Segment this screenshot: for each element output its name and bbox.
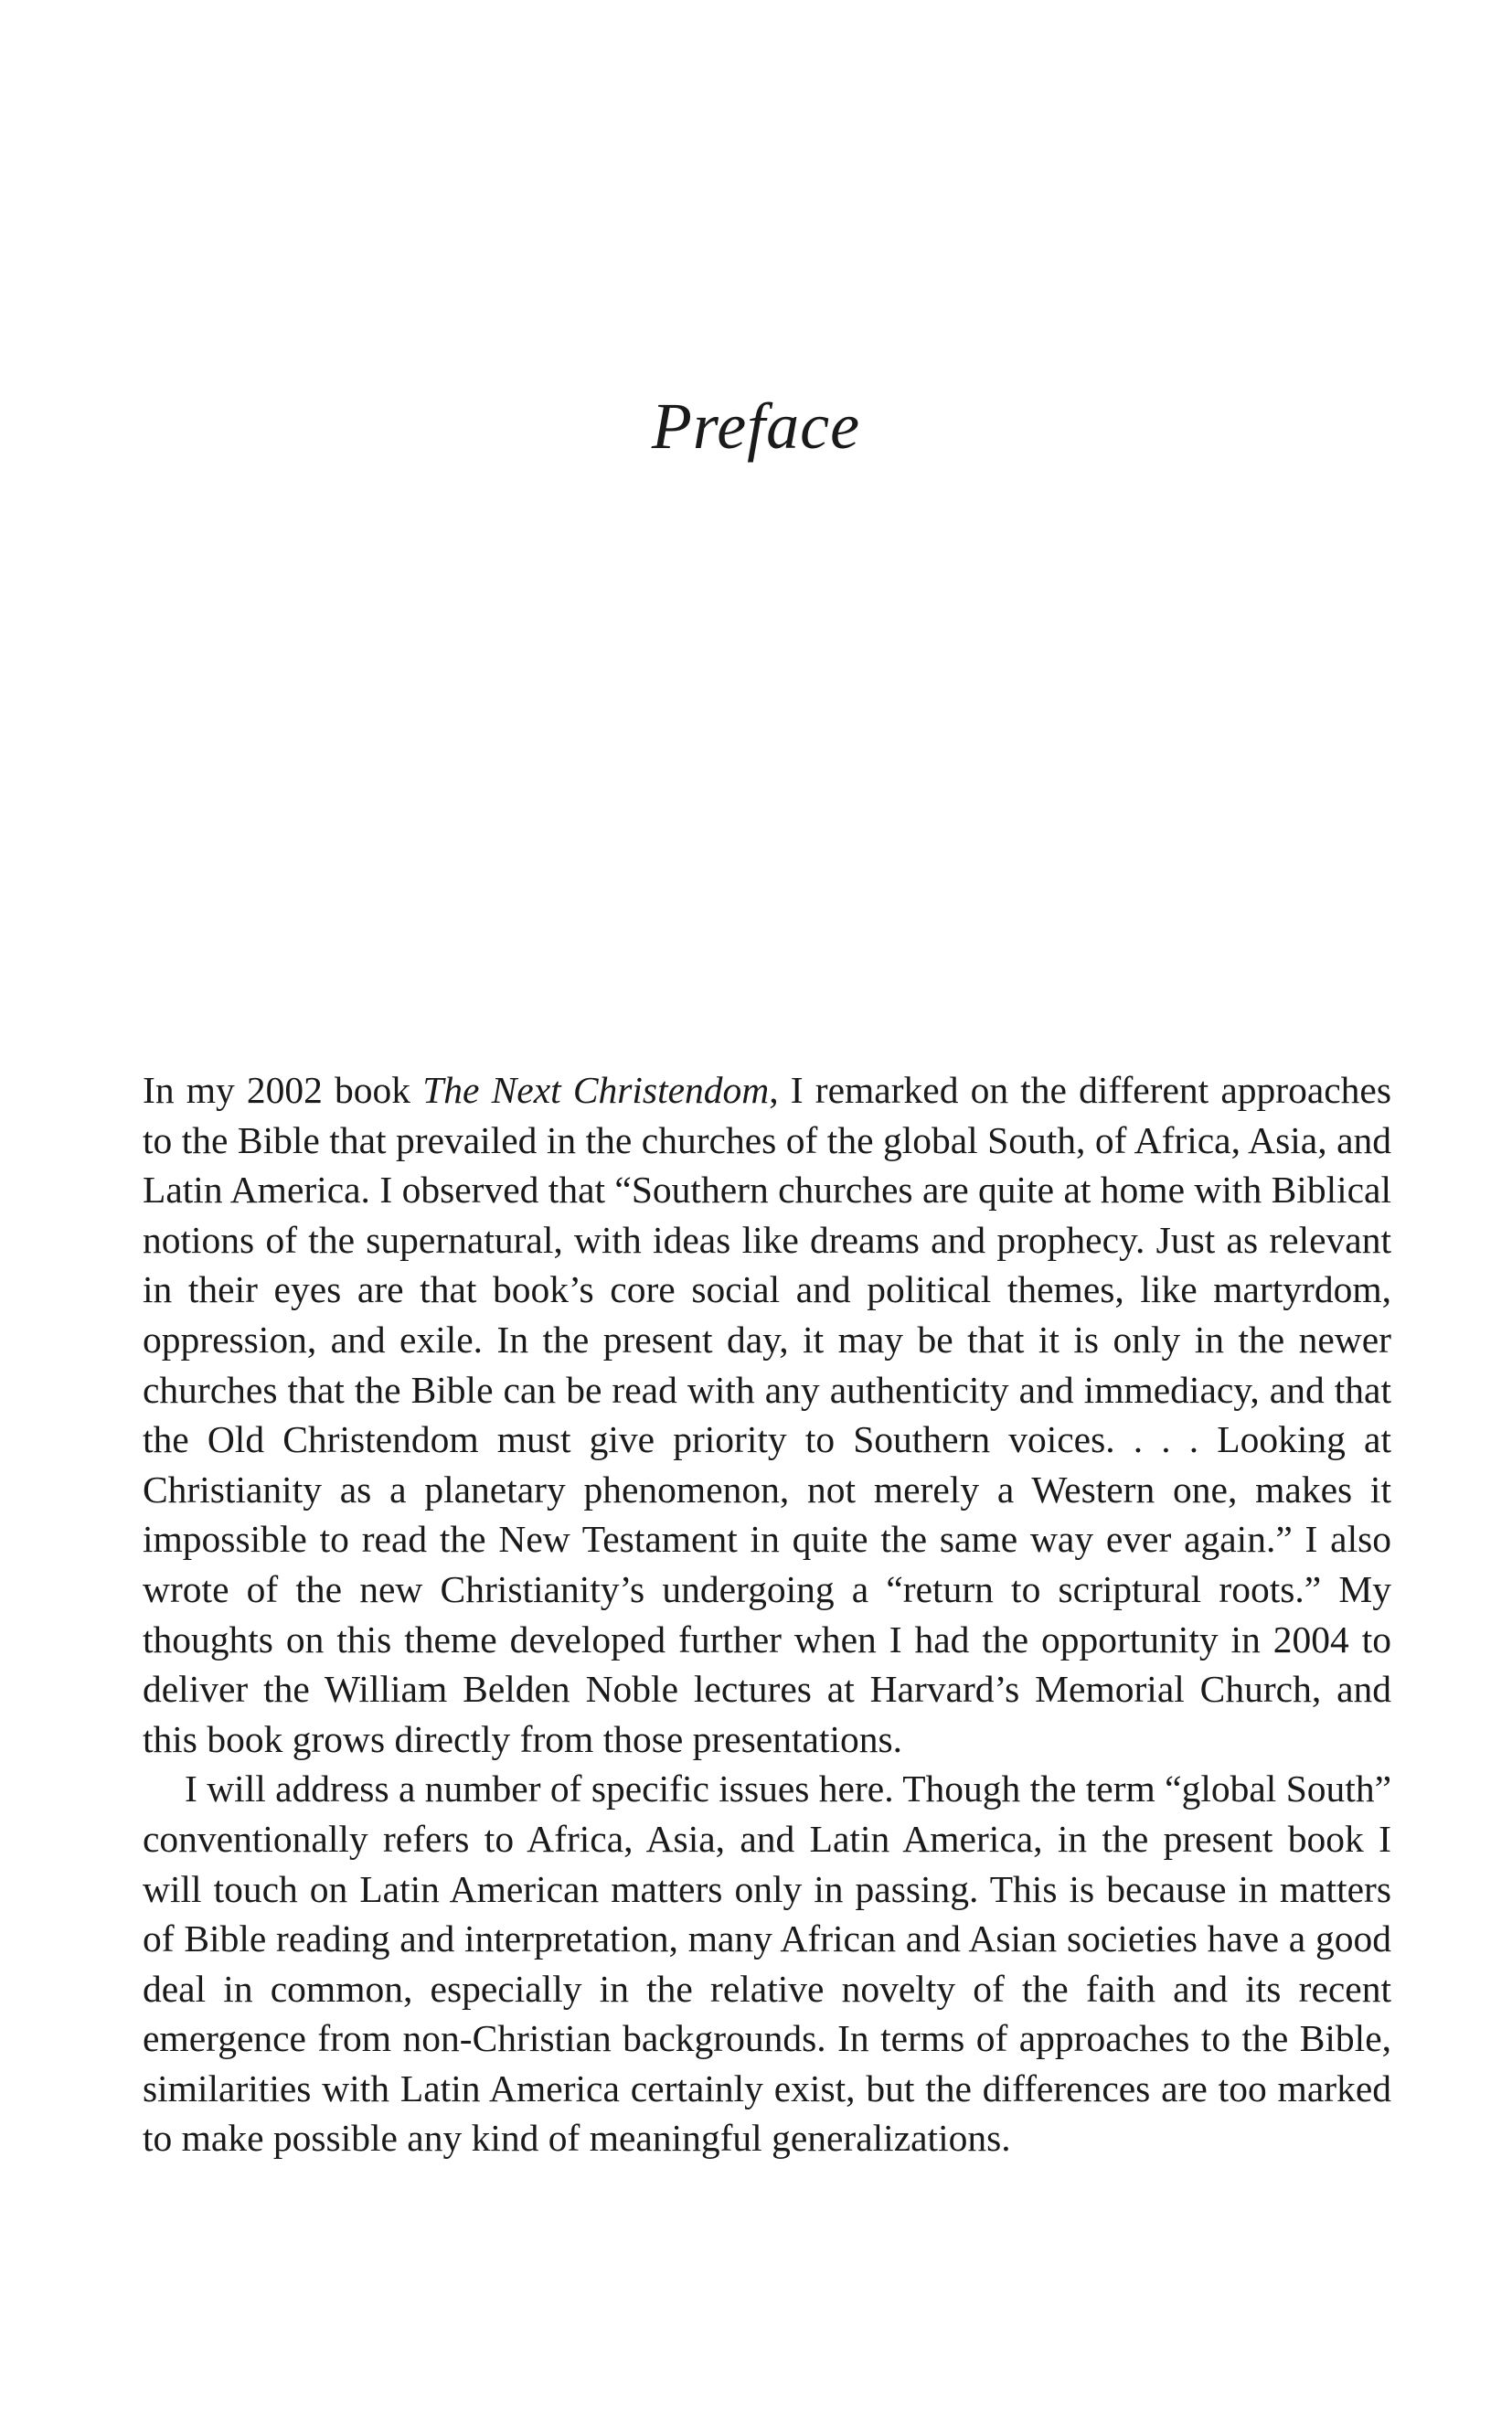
- book-title: The Next Christendom: [422, 1069, 770, 1111]
- paragraph-1-text: , I remarked on the different approaches to the Bible that prevailed in the churches of the global South, of Africa, Asia, and Latin America. I observed that “Southern churches are quite at home with Biblical notions of the supernatural, with ideas like dreams and prophecy. Just as relevant in their eyes are that book’s core social and political themes, like martyrdom, oppression, and exile. In the present day, it may be that it is only in the newer churches that the Bible can be read with any authenticity and immediacy, and that the Old Christendom must give priority to Southern voices. . . . Looking at Christianity as a planetary phenomenon, not merely a Western one, makes it impossible to read the New Testament in quite the same way ever again.” I also wrote of the new Christianity’s undergoing a “return to scriptural roots.” My thoughts on this theme developed further when I had the opportunity in 2004 to deliver the William Belden Noble lectures at Harvard’s Memorial Church, and this book grows directly from those presentations.: [143, 1069, 1392, 1760]
- paragraph-1: [143, 1065, 1391, 1764]
- paragraph-1-intro: In my 2002 book: [143, 1069, 423, 1111]
- page-title: Preface: [651, 390, 861, 463]
- body-text: [143, 1065, 1391, 2163]
- paragraph-2: I will address a number of specific issues here. Though the term “global South” conventionally refers to Africa, Asia, and Latin America, in the present book I will touch on Latin American matters only in passing. This is because in matters of Bible reading and interpretation, many African and Asian societies have a good deal in common, especially in the relative novelty of the faith and its recent emergence from non-Christian backgrounds. In terms of approaches to the Bible, similarities with Latin America certainly exist, but the differences are too marked to make possible any kind of meaningful generalizations.: [143, 1768, 1391, 2160]
